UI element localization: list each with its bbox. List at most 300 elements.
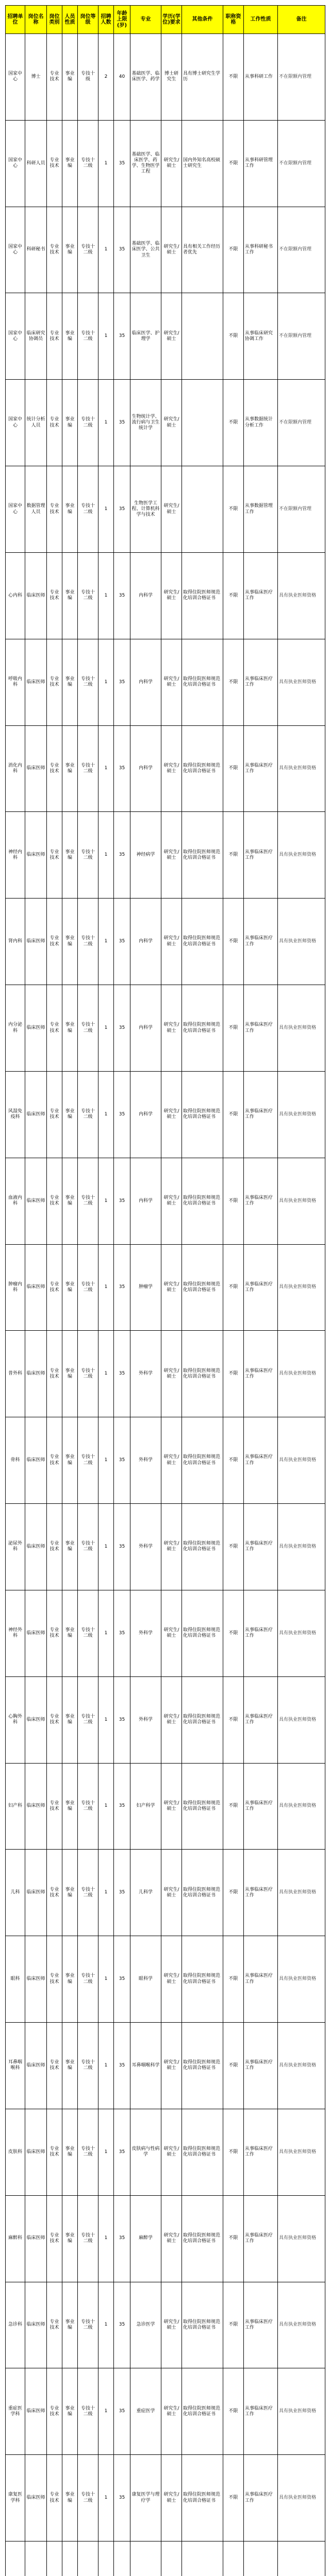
table-row — [6, 1331, 325, 1417]
cell-title: 不限 — [223, 2109, 244, 2195]
cell-level: 专技十二级 — [78, 1331, 98, 1417]
col-header: 岗位名称 — [25, 6, 47, 34]
cell-degree: 研究生/硕士 — [161, 639, 182, 725]
cell-category: 专业技术 — [47, 120, 62, 207]
cell-title: 不限 — [223, 120, 244, 207]
cell-work: 从事临床医疗工作 — [244, 1244, 278, 1331]
cell-note: 具有执业医师资格 — [278, 985, 325, 1072]
cell-category: 专业技术 — [47, 1676, 62, 1763]
cell-unit: 妇产科 — [6, 1763, 25, 1850]
cell-other: 具有博士研究生学历 — [182, 34, 223, 121]
cell-other: 取得住院医师规范化培训合格证书 — [182, 1763, 223, 1850]
cell-post: 临床医师 — [25, 899, 47, 985]
col-header: 专业 — [130, 6, 161, 34]
cell-count: 1 — [98, 812, 114, 899]
cell-category: 专业技术 — [47, 1244, 62, 1331]
cell-nature: 事业编 — [62, 985, 78, 1072]
cell-level: 专技十二级 — [78, 1936, 98, 2023]
table-body — [6, 34, 325, 2576]
cell-level: 专技十二级 — [78, 293, 98, 380]
cell-major: 基础医学、临床医学、公共卫生 — [130, 207, 161, 293]
cell-category: 专业技术 — [47, 1071, 62, 1158]
cell-age: 35 — [114, 293, 130, 380]
cell-level: 专技十二级 — [78, 2195, 98, 2282]
cell-level: 专技十二级 — [78, 639, 98, 725]
cell-degree: 研究生/硕士 — [161, 2282, 182, 2368]
cell-unit: 康复医学科 — [6, 2455, 25, 2541]
cell-level: 专技十二级 — [78, 552, 98, 639]
cell-degree: 研究生/硕士 — [161, 2455, 182, 2541]
cell-degree — [161, 2541, 182, 2576]
cell-title: 不限 — [223, 1244, 244, 1331]
cell-age: 35 — [114, 207, 130, 293]
cell-category: 专业技术 — [47, 1850, 62, 1936]
cell-unit: 国家中心 — [6, 380, 25, 466]
cell-count: 1 — [98, 552, 114, 639]
cell-title: 不限 — [223, 207, 244, 293]
cell-category: 专业技术 — [47, 1504, 62, 1590]
cell-note: 不在限额内管理 — [278, 207, 325, 293]
cell-nature: 事业编 — [62, 1676, 78, 1763]
cell-unit: 泌尿外科 — [6, 1504, 25, 1590]
cell-title: 不限 — [223, 2282, 244, 2368]
cell-work: 从事临床医疗工作 — [244, 1504, 278, 1590]
cell-major: 内科学 — [130, 899, 161, 985]
cell-category: 专业技术 — [47, 985, 62, 1072]
cell-nature: 事业编 — [62, 1850, 78, 1936]
cell-other: 取得住院医师规范化培训合格证书 — [182, 812, 223, 899]
table-row — [6, 1676, 325, 1763]
cell-degree: 研究生/硕士 — [161, 812, 182, 899]
col-header: 岗位等级 — [78, 6, 98, 34]
col-header: 其他条件 — [182, 6, 223, 34]
col-header: 岗位类别 — [47, 6, 62, 34]
cell-count: 1 — [98, 1504, 114, 1590]
cell-nature: 事业编 — [62, 2282, 78, 2368]
cell-note: 具有执业医师资格 — [278, 1071, 325, 1158]
cell-note: 具有执业医师资格 — [278, 2195, 325, 2282]
cell-post: 临床医师 — [25, 1676, 47, 1763]
cell-count: 1 — [98, 293, 114, 380]
cell-level: 专技十二级 — [78, 2282, 98, 2368]
cell-post: 临床医师 — [25, 1071, 47, 1158]
table-row — [6, 120, 325, 207]
cell-nature: 事业编 — [62, 120, 78, 207]
cell-count: 1 — [98, 1590, 114, 1676]
cell-count: 1 — [98, 1763, 114, 1850]
cell-category: 专业技术 — [47, 725, 62, 812]
cell-major: 耳鼻咽喉科学 — [130, 2023, 161, 2109]
cell-age: 35 — [114, 1331, 130, 1417]
cell-nature: 事业编 — [62, 2368, 78, 2455]
cell-category: 专业技术 — [47, 1158, 62, 1244]
cell-unit: 神经外科 — [6, 1590, 25, 1676]
cell-level: 专技十二级 — [78, 2455, 98, 2541]
cell-count: 1 — [98, 725, 114, 812]
cell-nature: 事业编 — [62, 639, 78, 725]
col-header: 招聘人数 — [98, 6, 114, 34]
cell-note: 不在限额内管理 — [278, 466, 325, 553]
cell-work: 从事临床医疗工作 — [244, 1158, 278, 1244]
cell-note: 具有执业医师资格 — [278, 1158, 325, 1244]
cell-major: 内科学 — [130, 725, 161, 812]
cell-degree: 研究生/硕士 — [161, 120, 182, 207]
cell-major: 基础医学、临床医学、药学 — [130, 34, 161, 121]
cell-major: 重症医学 — [130, 2368, 161, 2455]
cell-level: 专技十二级 — [78, 466, 98, 553]
cell-work: 从事临床医疗工作 — [244, 1763, 278, 1850]
cell-other: 取得住院医师规范化培训合格证书 — [182, 639, 223, 725]
cell-major: 眼科学 — [130, 1936, 161, 2023]
table-row — [6, 985, 325, 1072]
cell-age: 35 — [114, 812, 130, 899]
cell-post: 临床医师 — [25, 2195, 47, 2282]
cell-unit: 麻醉科 — [6, 2195, 25, 2282]
cell-count: 1 — [98, 639, 114, 725]
cell-age: 35 — [114, 552, 130, 639]
cell-other: 取得住院医师规范化培训合格证书 — [182, 2195, 223, 2282]
cell-title: 不限 — [223, 2023, 244, 2109]
cell-level: 专技十二级 — [78, 2368, 98, 2455]
cell-major: 内科学 — [130, 552, 161, 639]
cell-other — [182, 380, 223, 466]
cell-work: 从事临床医疗工作 — [244, 2455, 278, 2541]
cell-category: 专业技术 — [47, 293, 62, 380]
table-row — [6, 2195, 325, 2282]
cell-category — [47, 2541, 62, 2576]
cell-category: 专业技术 — [47, 2368, 62, 2455]
cell-note — [278, 2541, 325, 2576]
cell-post: 临床医师 — [25, 1763, 47, 1850]
cell-post: 临床医师 — [25, 1331, 47, 1417]
table-row — [6, 812, 325, 899]
table-row — [6, 1936, 325, 2023]
cell-note: 具有执业医师资格 — [278, 1417, 325, 1504]
cell-major: 神经病学 — [130, 812, 161, 899]
cell-work: 从事数据管理工作 — [244, 466, 278, 553]
cell-note: 具有执业医师资格 — [278, 1331, 325, 1417]
cell-post: 临床医师 — [25, 1936, 47, 2023]
cell-title: 不限 — [223, 899, 244, 985]
cell-unit: 心内科 — [6, 552, 25, 639]
cell-note: 不在限额内管理 — [278, 293, 325, 380]
cell-note: 具有执业医师资格 — [278, 725, 325, 812]
cell-title: 不限 — [223, 1763, 244, 1850]
cell-unit: 消化内科 — [6, 725, 25, 812]
cell-major: 内科学 — [130, 985, 161, 1072]
cell-category: 专业技术 — [47, 2195, 62, 2282]
cell-count: 1 — [98, 1244, 114, 1331]
cell-nature: 事业编 — [62, 2455, 78, 2541]
cell-category: 专业技术 — [47, 899, 62, 985]
cell-note: 具有执业医师资格 — [278, 1676, 325, 1763]
table-row — [6, 639, 325, 725]
cell-major — [130, 2541, 161, 2576]
cell-age: 35 — [114, 2023, 130, 2109]
cell-major: 儿科学 — [130, 1850, 161, 1936]
cell-other: 取得住院医师规范化培训合格证书 — [182, 2368, 223, 2455]
cell-age: 35 — [114, 2455, 130, 2541]
cell-other — [182, 293, 223, 380]
cell-title: 不限 — [223, 293, 244, 380]
cell-nature: 事业编 — [62, 812, 78, 899]
cell-major: 外科学 — [130, 1331, 161, 1417]
cell-title: 不限 — [223, 1676, 244, 1763]
cell-count: 1 — [98, 2455, 114, 2541]
cell-title: 不限 — [223, 725, 244, 812]
cell-level: 专技十二级 — [78, 1244, 98, 1331]
cell-title: 不限 — [223, 1936, 244, 2023]
cell-degree: 博士研究生 — [161, 34, 182, 121]
cell-count — [98, 2541, 114, 2576]
cell-category: 专业技术 — [47, 466, 62, 553]
cell-major: 内科学 — [130, 639, 161, 725]
cell-age: 35 — [114, 985, 130, 1072]
cell-other: 取得住院医师规范化培训合格证书 — [182, 1850, 223, 1936]
cell-level: 专技十二级 — [78, 985, 98, 1072]
cell-post: 临床医师 — [25, 985, 47, 1072]
cell-major: 外科学 — [130, 1504, 161, 1590]
cell-nature: 事业编 — [62, 2109, 78, 2195]
cell-degree: 研究生/硕士 — [161, 1850, 182, 1936]
cell-count: 1 — [98, 207, 114, 293]
cell-note: 具有执业医师资格 — [278, 2109, 325, 2195]
cell-post: 临床医师 — [25, 1850, 47, 1936]
cell-other: 取得住院医师规范化培训合格证书 — [182, 1936, 223, 2023]
cell-category: 专业技术 — [47, 1331, 62, 1417]
cell-title: 不限 — [223, 1417, 244, 1504]
cell-post: 科研秘书 — [25, 207, 47, 293]
cell-title: 不限 — [223, 812, 244, 899]
cell-level: 专技十二级 — [78, 1504, 98, 1590]
cell-note: 具有执业医师资格 — [278, 1504, 325, 1590]
cell-level: 专技十二级 — [78, 1590, 98, 1676]
cell-level — [78, 2541, 98, 2576]
cell-age: 35 — [114, 1504, 130, 1590]
cell-age: 35 — [114, 2368, 130, 2455]
cell-nature: 事业编 — [62, 1071, 78, 1158]
cell-nature: 事业编 — [62, 466, 78, 553]
cell-title: 不限 — [223, 1850, 244, 1936]
header-row — [6, 6, 325, 34]
cell-nature — [62, 2541, 78, 2576]
cell-unit: 国家中心 — [6, 466, 25, 553]
table-row — [6, 1071, 325, 1158]
cell-degree: 研究生/硕士 — [161, 2195, 182, 2282]
cell-count: 1 — [98, 1936, 114, 2023]
cell-level: 专技十级 — [78, 34, 98, 121]
cell-other: 取得住院医师规范化培训合格证书 — [182, 2455, 223, 2541]
cell-age: 35 — [114, 899, 130, 985]
col-header: 学历(学位)要求 — [161, 6, 182, 34]
cell-unit: 国家中心 — [6, 207, 25, 293]
cell-note: 不在限额内管理 — [278, 120, 325, 207]
cell-degree: 研究生/硕士 — [161, 552, 182, 639]
cell-level: 专技十二级 — [78, 2109, 98, 2195]
cell-title: 不限 — [223, 552, 244, 639]
cell-post: 临床医师 — [25, 1158, 47, 1244]
cell-work: 从事临床医疗工作 — [244, 1331, 278, 1417]
cell-work: 从事临床医疗工作 — [244, 1676, 278, 1763]
cell-count: 1 — [98, 1158, 114, 1244]
cell-age: 35 — [114, 2282, 130, 2368]
table-row — [6, 1244, 325, 1331]
cell-age: 35 — [114, 1676, 130, 1763]
cell-other: 取得住院医师规范化培训合格证书 — [182, 1071, 223, 1158]
cell-title: 不限 — [223, 2368, 244, 2455]
cell-nature: 事业编 — [62, 293, 78, 380]
cell-degree: 研究生/硕士 — [161, 1331, 182, 1417]
cell-other: 取得住院医师规范化培训合格证书 — [182, 2282, 223, 2368]
cell-age: 35 — [114, 1244, 130, 1331]
cell-nature: 事业编 — [62, 1936, 78, 2023]
cell-title: 不限 — [223, 466, 244, 553]
cell-post: 统计分析人员 — [25, 380, 47, 466]
cell-work: 从事临床医疗工作 — [244, 639, 278, 725]
cell-unit: 呼吸内科 — [6, 639, 25, 725]
cell-level: 专技十二级 — [78, 812, 98, 899]
cell-note: 具有执业医师资格 — [278, 1850, 325, 1936]
cell-work: 从事临床医疗工作 — [244, 552, 278, 639]
cell-degree: 研究生/硕士 — [161, 2109, 182, 2195]
cell-work: 从事临床医疗工作 — [244, 985, 278, 1072]
cell-post: 临床医师 — [25, 552, 47, 639]
table-row — [6, 2368, 325, 2455]
cell-work: 从事科研工作 — [244, 34, 278, 121]
cell-post: 科研人员 — [25, 120, 47, 207]
cell-work: 从事临床医疗工作 — [244, 899, 278, 985]
cell-post: 临床医师 — [25, 2282, 47, 2368]
cell-title: 不限 — [223, 1071, 244, 1158]
cell-other: 取得住院医师规范化培训合格证书 — [182, 1504, 223, 1590]
cell-level: 专技十二级 — [78, 207, 98, 293]
cell-count: 1 — [98, 2282, 114, 2368]
cell-nature: 事业编 — [62, 552, 78, 639]
cell-note: 具有执业医师资格 — [278, 812, 325, 899]
cell-other: 取得住院医师规范化培训合格证书 — [182, 2023, 223, 2109]
cell-nature: 事业编 — [62, 34, 78, 121]
cell-unit: 国家中心 — [6, 293, 25, 380]
cell-count: 1 — [98, 1676, 114, 1763]
cell-title: 不限 — [223, 985, 244, 1072]
cell-nature: 事业编 — [62, 899, 78, 985]
cell-count: 2 — [98, 34, 114, 121]
cell-level: 专技十二级 — [78, 899, 98, 985]
cell-unit: 肿瘤内科 — [6, 1244, 25, 1331]
cell-degree: 研究生/硕士 — [161, 985, 182, 1072]
table-row — [6, 1590, 325, 1676]
cell-other: 取得住院医师规范化培训合格证书 — [182, 552, 223, 639]
cell-count: 1 — [98, 2109, 114, 2195]
cell-note: 不在限额内管理 — [278, 34, 325, 121]
cell-unit: 普外科 — [6, 1331, 25, 1417]
cell-major: 基础医学、临床医学、药学、生物医学工程 — [130, 120, 161, 207]
cell-degree: 研究生/硕士 — [161, 1763, 182, 1850]
cell-other: 取得住院医师规范化培训合格证书 — [182, 1331, 223, 1417]
cell-major: 麻醉学 — [130, 2195, 161, 2282]
cell-major: 外科学 — [130, 1590, 161, 1676]
cell-count: 1 — [98, 2023, 114, 2109]
cell-post: 博士 — [25, 34, 47, 121]
table-row — [6, 1763, 325, 1850]
cell-degree: 研究生/硕士 — [161, 899, 182, 985]
cell-count: 1 — [98, 2368, 114, 2455]
cell-work: 从事临床医疗工作 — [244, 725, 278, 812]
cell-major: 临床医学、护理学 — [130, 293, 161, 380]
cell-major: 内科学 — [130, 1158, 161, 1244]
cell-level: 专技十二级 — [78, 2023, 98, 2109]
cell-unit: 儿科 — [6, 1850, 25, 1936]
cell-note: 具有执业医师资格 — [278, 1763, 325, 1850]
cell-nature: 事业编 — [62, 1244, 78, 1331]
cell-nature: 事业编 — [62, 380, 78, 466]
cell-age: 35 — [114, 380, 130, 466]
cell-major: 生物统计学、流行病与卫生统计学 — [130, 380, 161, 466]
col-header: 工作性质 — [244, 6, 278, 34]
cell-post: 临床医师 — [25, 2109, 47, 2195]
cell-other: 取得住院医师规范化培训合格证书 — [182, 725, 223, 812]
cell-major: 急诊医学 — [130, 2282, 161, 2368]
cell-category: 专业技术 — [47, 2109, 62, 2195]
cell-note: 具有执业医师资格 — [278, 2282, 325, 2368]
table-row — [6, 1158, 325, 1244]
cell-nature: 事业编 — [62, 207, 78, 293]
cell-note: 具有执业医师资格 — [278, 639, 325, 725]
cell-category: 专业技术 — [47, 812, 62, 899]
cell-work: 从事临床医疗工作 — [244, 1071, 278, 1158]
cell-level: 专技十二级 — [78, 1676, 98, 1763]
cell-work: 从事科研管理工作 — [244, 120, 278, 207]
table-row — [6, 2282, 325, 2368]
table-row — [6, 2023, 325, 2109]
cell-nature: 事业编 — [62, 1763, 78, 1850]
cell-major: 内科学 — [130, 1071, 161, 1158]
table-row — [6, 34, 325, 121]
cell-work: 从事临床医疗工作 — [244, 1417, 278, 1504]
cell-title: 不限 — [223, 34, 244, 121]
table-row — [6, 1504, 325, 1590]
cell-category: 专业技术 — [47, 639, 62, 725]
table-row — [6, 1417, 325, 1504]
cell-category: 专业技术 — [47, 34, 62, 121]
cell-note: 具有执业医师资格 — [278, 1590, 325, 1676]
cell-note: 具有执业医师资格 — [278, 899, 325, 985]
cell-title: 不限 — [223, 639, 244, 725]
cell-other — [182, 466, 223, 553]
table-row — [6, 2541, 325, 2576]
cell-note: 具有执业医师资格 — [278, 1936, 325, 2023]
table-row — [6, 2455, 325, 2541]
cell-unit: 心胸外科 — [6, 1676, 25, 1763]
cell-major: 生物医学工程、计算机科学与技术 — [130, 466, 161, 553]
cell-age: 40 — [114, 34, 130, 121]
cell-title: 不限 — [223, 1590, 244, 1676]
cell-unit: 国家中心 — [6, 34, 25, 121]
cell-note: 具有执业医师资格 — [278, 1244, 325, 1331]
cell-degree: 研究生/硕士 — [161, 1071, 182, 1158]
cell-work: 从事临床医疗工作 — [244, 2023, 278, 2109]
cell-level: 专技十二级 — [78, 1071, 98, 1158]
cell-level: 专技十二级 — [78, 1417, 98, 1504]
table-row — [6, 725, 325, 812]
table-row — [6, 466, 325, 553]
cell-unit: 神经内科 — [6, 812, 25, 899]
cell-degree: 研究生/硕士 — [161, 293, 182, 380]
cell-age: 35 — [114, 1763, 130, 1850]
cell-category: 专业技术 — [47, 1936, 62, 2023]
cell-post: 临床医师 — [25, 812, 47, 899]
cell-category: 专业技术 — [47, 552, 62, 639]
